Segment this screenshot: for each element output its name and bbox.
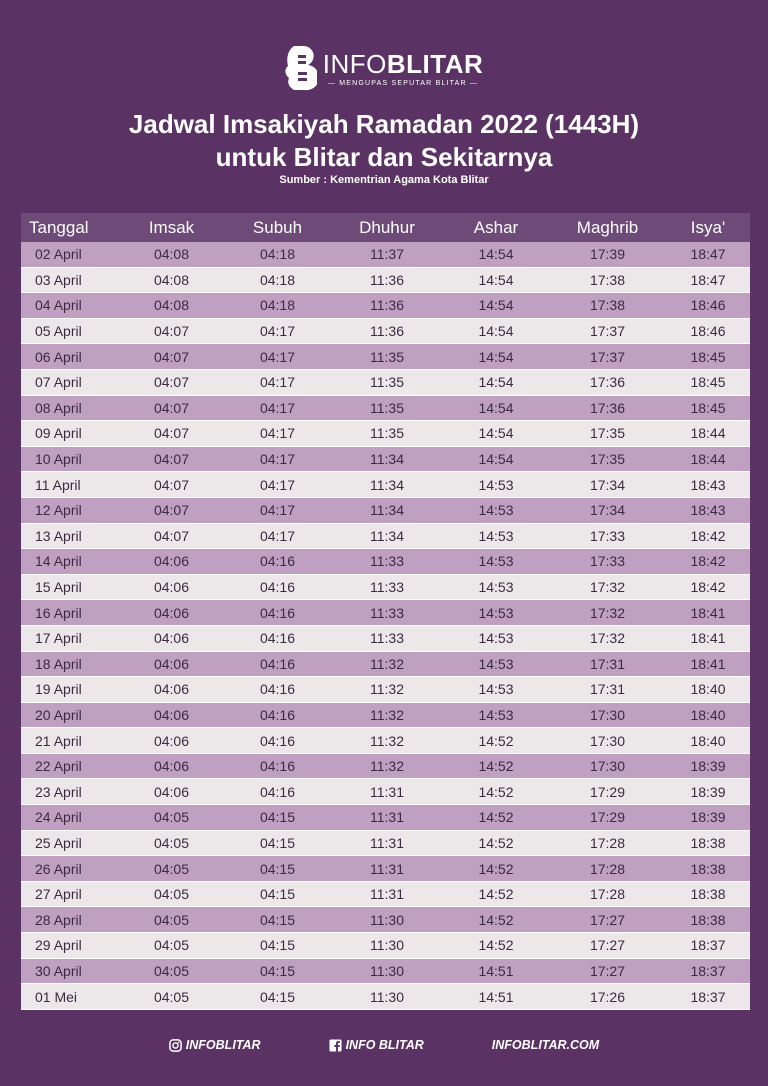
cell-maghrib: 17:28 (549, 881, 666, 907)
cell-maghrib: 17:28 (549, 830, 666, 856)
cell-isya: 18:47 (666, 267, 750, 293)
cell-subuh: 04:17 (224, 318, 331, 344)
cell-tanggal: 10 April (21, 446, 119, 472)
cell-subuh: 04:16 (224, 702, 331, 728)
cell-isya: 18:38 (666, 907, 750, 933)
cell-dhuhur: 11:35 (331, 395, 443, 421)
cell-ashar: 14:52 (443, 753, 549, 779)
table-row (21, 728, 750, 754)
facebook-icon (329, 1039, 342, 1052)
cell-isya: 18:42 (666, 574, 750, 600)
cell-maghrib: 17:39 (549, 242, 666, 267)
brand-tagline: — MENGUPAS SEPUTAR BLITAR — (327, 80, 479, 87)
cell-imsak: 04:06 (119, 625, 224, 651)
column-header-subuh: Subuh (224, 213, 331, 242)
cell-ashar: 14:53 (443, 472, 549, 498)
cell-dhuhur: 11:30 (331, 984, 443, 1010)
cell-imsak: 04:06 (119, 600, 224, 626)
cell-ashar: 14:54 (443, 267, 549, 293)
table-row (21, 242, 750, 267)
cell-subuh: 04:16 (224, 574, 331, 600)
cell-isya: 18:43 (666, 472, 750, 498)
cell-dhuhur: 11:30 (331, 907, 443, 933)
cell-maghrib: 17:37 (549, 344, 666, 370)
column-header-dhuhur: Dhuhur (331, 213, 443, 242)
cell-isya: 18:41 (666, 651, 750, 677)
cell-imsak: 04:08 (119, 242, 224, 267)
table-row (21, 907, 750, 933)
cell-isya: 18:45 (666, 344, 750, 370)
cell-isya: 18:44 (666, 421, 750, 447)
brand-name-bold: BLITAR (386, 49, 484, 79)
cell-tanggal: 19 April (21, 677, 119, 703)
cell-dhuhur: 11:34 (331, 497, 443, 523)
cell-ashar: 14:54 (443, 369, 549, 395)
table-row (21, 523, 750, 549)
table-row (21, 805, 750, 831)
cell-dhuhur: 11:36 (331, 267, 443, 293)
cell-subuh: 04:17 (224, 497, 331, 523)
cell-tanggal: 08 April (21, 395, 119, 421)
cell-imsak: 04:07 (119, 344, 224, 370)
cell-tanggal: 18 April (21, 651, 119, 677)
table-row (21, 318, 750, 344)
cell-ashar: 14:53 (443, 651, 549, 677)
cell-ashar: 14:54 (443, 421, 549, 447)
cell-ashar: 14:53 (443, 574, 549, 600)
cell-subuh: 04:16 (224, 728, 331, 754)
cell-subuh: 04:16 (224, 625, 331, 651)
cell-ashar: 14:53 (443, 625, 549, 651)
column-header-imsak: Imsak (119, 213, 224, 242)
cell-subuh: 04:18 (224, 267, 331, 293)
cell-tanggal: 04 April (21, 293, 119, 319)
cell-tanggal: 23 April (21, 779, 119, 805)
cell-imsak: 04:06 (119, 728, 224, 754)
table-row (21, 497, 750, 523)
cell-imsak: 04:06 (119, 549, 224, 575)
cell-tanggal: 16 April (21, 600, 119, 626)
cell-dhuhur: 11:36 (331, 318, 443, 344)
cell-isya: 18:40 (666, 677, 750, 703)
cell-ashar: 14:54 (443, 395, 549, 421)
cell-isya: 18:39 (666, 753, 750, 779)
cell-subuh: 04:17 (224, 344, 331, 370)
cell-subuh: 04:17 (224, 395, 331, 421)
cell-maghrib: 17:29 (549, 779, 666, 805)
cell-dhuhur: 11:31 (331, 805, 443, 831)
cell-imsak: 04:07 (119, 369, 224, 395)
cell-subuh: 04:18 (224, 293, 331, 319)
cell-imsak: 04:07 (119, 472, 224, 498)
table-row (21, 984, 750, 1010)
cell-tanggal: 05 April (21, 318, 119, 344)
cell-tanggal: 07 April (21, 369, 119, 395)
cell-imsak: 04:06 (119, 677, 224, 703)
cell-ashar: 14:54 (443, 293, 549, 319)
cell-imsak: 04:06 (119, 702, 224, 728)
cell-dhuhur: 11:32 (331, 702, 443, 728)
cell-dhuhur: 11:30 (331, 958, 443, 984)
cell-maghrib: 17:33 (549, 549, 666, 575)
cell-imsak: 04:06 (119, 651, 224, 677)
cell-isya: 18:46 (666, 318, 750, 344)
cell-ashar: 14:53 (443, 497, 549, 523)
cell-imsak: 04:07 (119, 446, 224, 472)
cell-isya: 18:45 (666, 369, 750, 395)
cell-subuh: 04:16 (224, 651, 331, 677)
brand-name (323, 49, 484, 79)
table-row (21, 830, 750, 856)
cell-ashar: 14:52 (443, 881, 549, 907)
cell-ashar: 14:53 (443, 702, 549, 728)
cell-maghrib: 17:38 (549, 267, 666, 293)
cell-isya: 18:38 (666, 856, 750, 882)
brand-text (323, 49, 484, 89)
cell-subuh: 04:15 (224, 933, 331, 959)
brand-name-thin: INFO (322, 49, 387, 79)
cell-dhuhur: 11:33 (331, 625, 443, 651)
table-row (21, 702, 750, 728)
cell-imsak: 04:05 (119, 907, 224, 933)
table-row (21, 958, 750, 984)
cell-ashar: 14:53 (443, 600, 549, 626)
cell-ashar: 14:54 (443, 318, 549, 344)
cell-tanggal: 14 April (21, 549, 119, 575)
cell-dhuhur: 11:30 (331, 933, 443, 959)
cell-subuh: 04:17 (224, 446, 331, 472)
cell-imsak: 04:08 (119, 293, 224, 319)
cell-dhuhur: 11:33 (331, 574, 443, 600)
cell-tanggal: 30 April (21, 958, 119, 984)
cell-isya: 18:43 (666, 497, 750, 523)
table-row (21, 677, 750, 703)
cell-ashar: 14:52 (443, 805, 549, 831)
cell-ashar: 14:52 (443, 779, 549, 805)
cell-maghrib: 17:35 (549, 421, 666, 447)
cell-subuh: 04:16 (224, 753, 331, 779)
cell-ashar: 14:53 (443, 677, 549, 703)
footer-instagram-label: INFOBLITAR (185, 1038, 261, 1052)
cell-maghrib: 17:26 (549, 984, 666, 1010)
cell-tanggal: 12 April (21, 497, 119, 523)
cell-subuh: 04:15 (224, 881, 331, 907)
cell-tanggal: 24 April (21, 805, 119, 831)
cell-maghrib: 17:32 (549, 625, 666, 651)
column-header-tanggal: Tanggal (21, 213, 119, 242)
instagram-icon (169, 1039, 182, 1052)
cell-subuh: 04:16 (224, 549, 331, 575)
cell-subuh: 04:16 (224, 677, 331, 703)
table-body (21, 242, 750, 1009)
cell-maghrib: 17:36 (549, 369, 666, 395)
cell-isya: 18:42 (666, 523, 750, 549)
cell-tanggal: 02 April (21, 242, 119, 267)
cell-maghrib: 17:37 (549, 318, 666, 344)
cell-imsak: 04:05 (119, 830, 224, 856)
cell-ashar: 14:52 (443, 856, 549, 882)
cell-maghrib: 17:27 (549, 933, 666, 959)
cell-maghrib: 17:30 (549, 702, 666, 728)
cell-isya: 18:46 (666, 293, 750, 319)
cell-isya: 18:40 (666, 702, 750, 728)
cell-dhuhur: 11:33 (331, 549, 443, 575)
cell-ashar: 14:53 (443, 549, 549, 575)
cell-dhuhur: 11:37 (331, 242, 443, 267)
cell-dhuhur: 11:32 (331, 728, 443, 754)
cell-dhuhur: 11:34 (331, 472, 443, 498)
footer-facebook[interactable] (329, 1038, 424, 1052)
table-row (21, 933, 750, 959)
cell-dhuhur: 11:36 (331, 293, 443, 319)
cell-isya: 18:41 (666, 625, 750, 651)
cell-ashar: 14:54 (443, 344, 549, 370)
cell-isya: 18:39 (666, 779, 750, 805)
footer-facebook-label: INFO BLITAR (345, 1038, 424, 1052)
cell-dhuhur: 11:31 (331, 881, 443, 907)
cell-ashar: 14:51 (443, 984, 549, 1010)
cell-imsak: 04:05 (119, 933, 224, 959)
brand-logo (0, 44, 768, 94)
cell-isya: 18:38 (666, 830, 750, 856)
cell-tanggal: 11 April (21, 472, 119, 498)
cell-imsak: 04:07 (119, 497, 224, 523)
cell-subuh: 04:15 (224, 958, 331, 984)
cell-maghrib: 17:31 (549, 651, 666, 677)
cell-tanggal: 20 April (21, 702, 119, 728)
cell-subuh: 04:17 (224, 472, 331, 498)
cell-ashar: 14:51 (443, 958, 549, 984)
table-row (21, 856, 750, 882)
cell-tanggal: 27 April (21, 881, 119, 907)
table-row (21, 267, 750, 293)
cell-tanggal: 06 April (21, 344, 119, 370)
cell-isya: 18:37 (666, 958, 750, 984)
cell-dhuhur: 11:34 (331, 446, 443, 472)
cell-subuh: 04:15 (224, 805, 331, 831)
table-row (21, 395, 750, 421)
cell-tanggal: 09 April (21, 421, 119, 447)
cell-maghrib: 17:34 (549, 497, 666, 523)
table-row (21, 344, 750, 370)
footer (0, 1038, 768, 1052)
cell-ashar: 14:54 (443, 446, 549, 472)
cell-tanggal: 22 April (21, 753, 119, 779)
table-row (21, 881, 750, 907)
cell-dhuhur: 11:35 (331, 369, 443, 395)
table-header-row (21, 213, 750, 242)
cell-isya: 18:37 (666, 933, 750, 959)
cell-imsak: 04:06 (119, 779, 224, 805)
cell-dhuhur: 11:35 (331, 344, 443, 370)
cell-maghrib: 17:33 (549, 523, 666, 549)
cell-imsak: 04:08 (119, 267, 224, 293)
source-note: Sumber : Kementrian Agama Kota Blitar (279, 174, 489, 186)
cell-tanggal: 25 April (21, 830, 119, 856)
cell-tanggal: 17 April (21, 625, 119, 651)
column-header-isya: Isya' (666, 213, 750, 242)
cell-isya: 18:37 (666, 984, 750, 1010)
cell-subuh: 04:15 (224, 830, 331, 856)
cell-subuh: 04:17 (224, 369, 331, 395)
cell-ashar: 14:52 (443, 907, 549, 933)
cell-tanggal: 13 April (21, 523, 119, 549)
cell-subuh: 04:15 (224, 907, 331, 933)
cell-subuh: 04:15 (224, 984, 331, 1010)
cell-imsak: 04:05 (119, 805, 224, 831)
cell-isya: 18:38 (666, 881, 750, 907)
cell-dhuhur: 11:32 (331, 753, 443, 779)
cell-imsak: 04:07 (119, 318, 224, 344)
cell-subuh: 04:16 (224, 600, 331, 626)
cell-imsak: 04:07 (119, 395, 224, 421)
cell-maghrib: 17:35 (549, 446, 666, 472)
cell-maghrib: 17:28 (549, 856, 666, 882)
cell-subuh: 04:16 (224, 779, 331, 805)
cell-maghrib: 17:29 (549, 805, 666, 831)
column-header-maghrib: Maghrib (549, 213, 666, 242)
cell-maghrib: 17:27 (549, 907, 666, 933)
footer-website[interactable] (492, 1038, 599, 1052)
cell-maghrib: 17:36 (549, 395, 666, 421)
cell-tanggal: 15 April (21, 574, 119, 600)
cell-dhuhur: 11:35 (331, 421, 443, 447)
cell-ashar: 14:52 (443, 728, 549, 754)
cell-imsak: 04:06 (119, 574, 224, 600)
table-row (21, 421, 750, 447)
cell-ashar: 14:54 (443, 242, 549, 267)
table-row (21, 600, 750, 626)
cell-isya: 18:45 (666, 395, 750, 421)
cell-isya: 18:41 (666, 600, 750, 626)
table-row (21, 753, 750, 779)
cell-isya: 18:44 (666, 446, 750, 472)
cell-dhuhur: 11:31 (331, 856, 443, 882)
cell-tanggal: 03 April (21, 267, 119, 293)
cell-subuh: 04:17 (224, 523, 331, 549)
cell-tanggal: 21 April (21, 728, 119, 754)
cell-imsak: 04:05 (119, 881, 224, 907)
cell-maghrib: 17:30 (549, 753, 666, 779)
cell-ashar: 14:53 (443, 523, 549, 549)
table-row (21, 625, 750, 651)
cell-maghrib: 17:30 (549, 728, 666, 754)
cell-tanggal: 01 Mei (21, 984, 119, 1010)
table-row (21, 779, 750, 805)
page-title (0, 108, 768, 174)
cell-isya: 18:47 (666, 242, 750, 267)
table-row (21, 369, 750, 395)
cell-tanggal: 26 April (21, 856, 119, 882)
cell-imsak: 04:05 (119, 856, 224, 882)
table-row (21, 293, 750, 319)
title-line-1: Jadwal Imsakiyah Ramadan 2022 (1443H) (128, 109, 640, 139)
column-header-ashar: Ashar (443, 213, 549, 242)
title-line-2: untuk Blitar dan Sekitarnya (215, 142, 553, 172)
cell-imsak: 04:07 (119, 523, 224, 549)
cell-dhuhur: 11:33 (331, 600, 443, 626)
cell-imsak: 04:05 (119, 958, 224, 984)
cell-dhuhur: 11:34 (331, 523, 443, 549)
cell-maghrib: 17:31 (549, 677, 666, 703)
cell-tanggal: 29 April (21, 933, 119, 959)
cell-maghrib: 17:32 (549, 600, 666, 626)
table-row (21, 446, 750, 472)
cell-dhuhur: 11:31 (331, 779, 443, 805)
cell-subuh: 04:15 (224, 856, 331, 882)
footer-website-label: INFOBLITAR.COM (491, 1038, 600, 1052)
cell-imsak: 04:05 (119, 984, 224, 1010)
imsakiyah-table (21, 213, 750, 1010)
cell-dhuhur: 11:32 (331, 651, 443, 677)
cell-subuh: 04:18 (224, 242, 331, 267)
cell-imsak: 04:06 (119, 753, 224, 779)
table-header (21, 213, 750, 242)
cell-ashar: 14:52 (443, 933, 549, 959)
table-row (21, 651, 750, 677)
cell-maghrib: 17:32 (549, 574, 666, 600)
cell-maghrib: 17:27 (549, 958, 666, 984)
footer-instagram[interactable] (169, 1038, 261, 1052)
cell-imsak: 04:07 (119, 421, 224, 447)
cell-maghrib: 17:38 (549, 293, 666, 319)
cell-ashar: 14:52 (443, 830, 549, 856)
cell-isya: 18:39 (666, 805, 750, 831)
cell-dhuhur: 11:32 (331, 677, 443, 703)
cell-dhuhur: 11:31 (331, 830, 443, 856)
cell-subuh: 04:17 (224, 421, 331, 447)
cell-tanggal: 28 April (21, 907, 119, 933)
cell-maghrib: 17:34 (549, 472, 666, 498)
infoblitar-logo-mark-icon (285, 44, 317, 94)
table-row (21, 574, 750, 600)
cell-isya: 18:42 (666, 549, 750, 575)
cell-isya: 18:40 (666, 728, 750, 754)
table-row (21, 472, 750, 498)
table-row (21, 549, 750, 575)
